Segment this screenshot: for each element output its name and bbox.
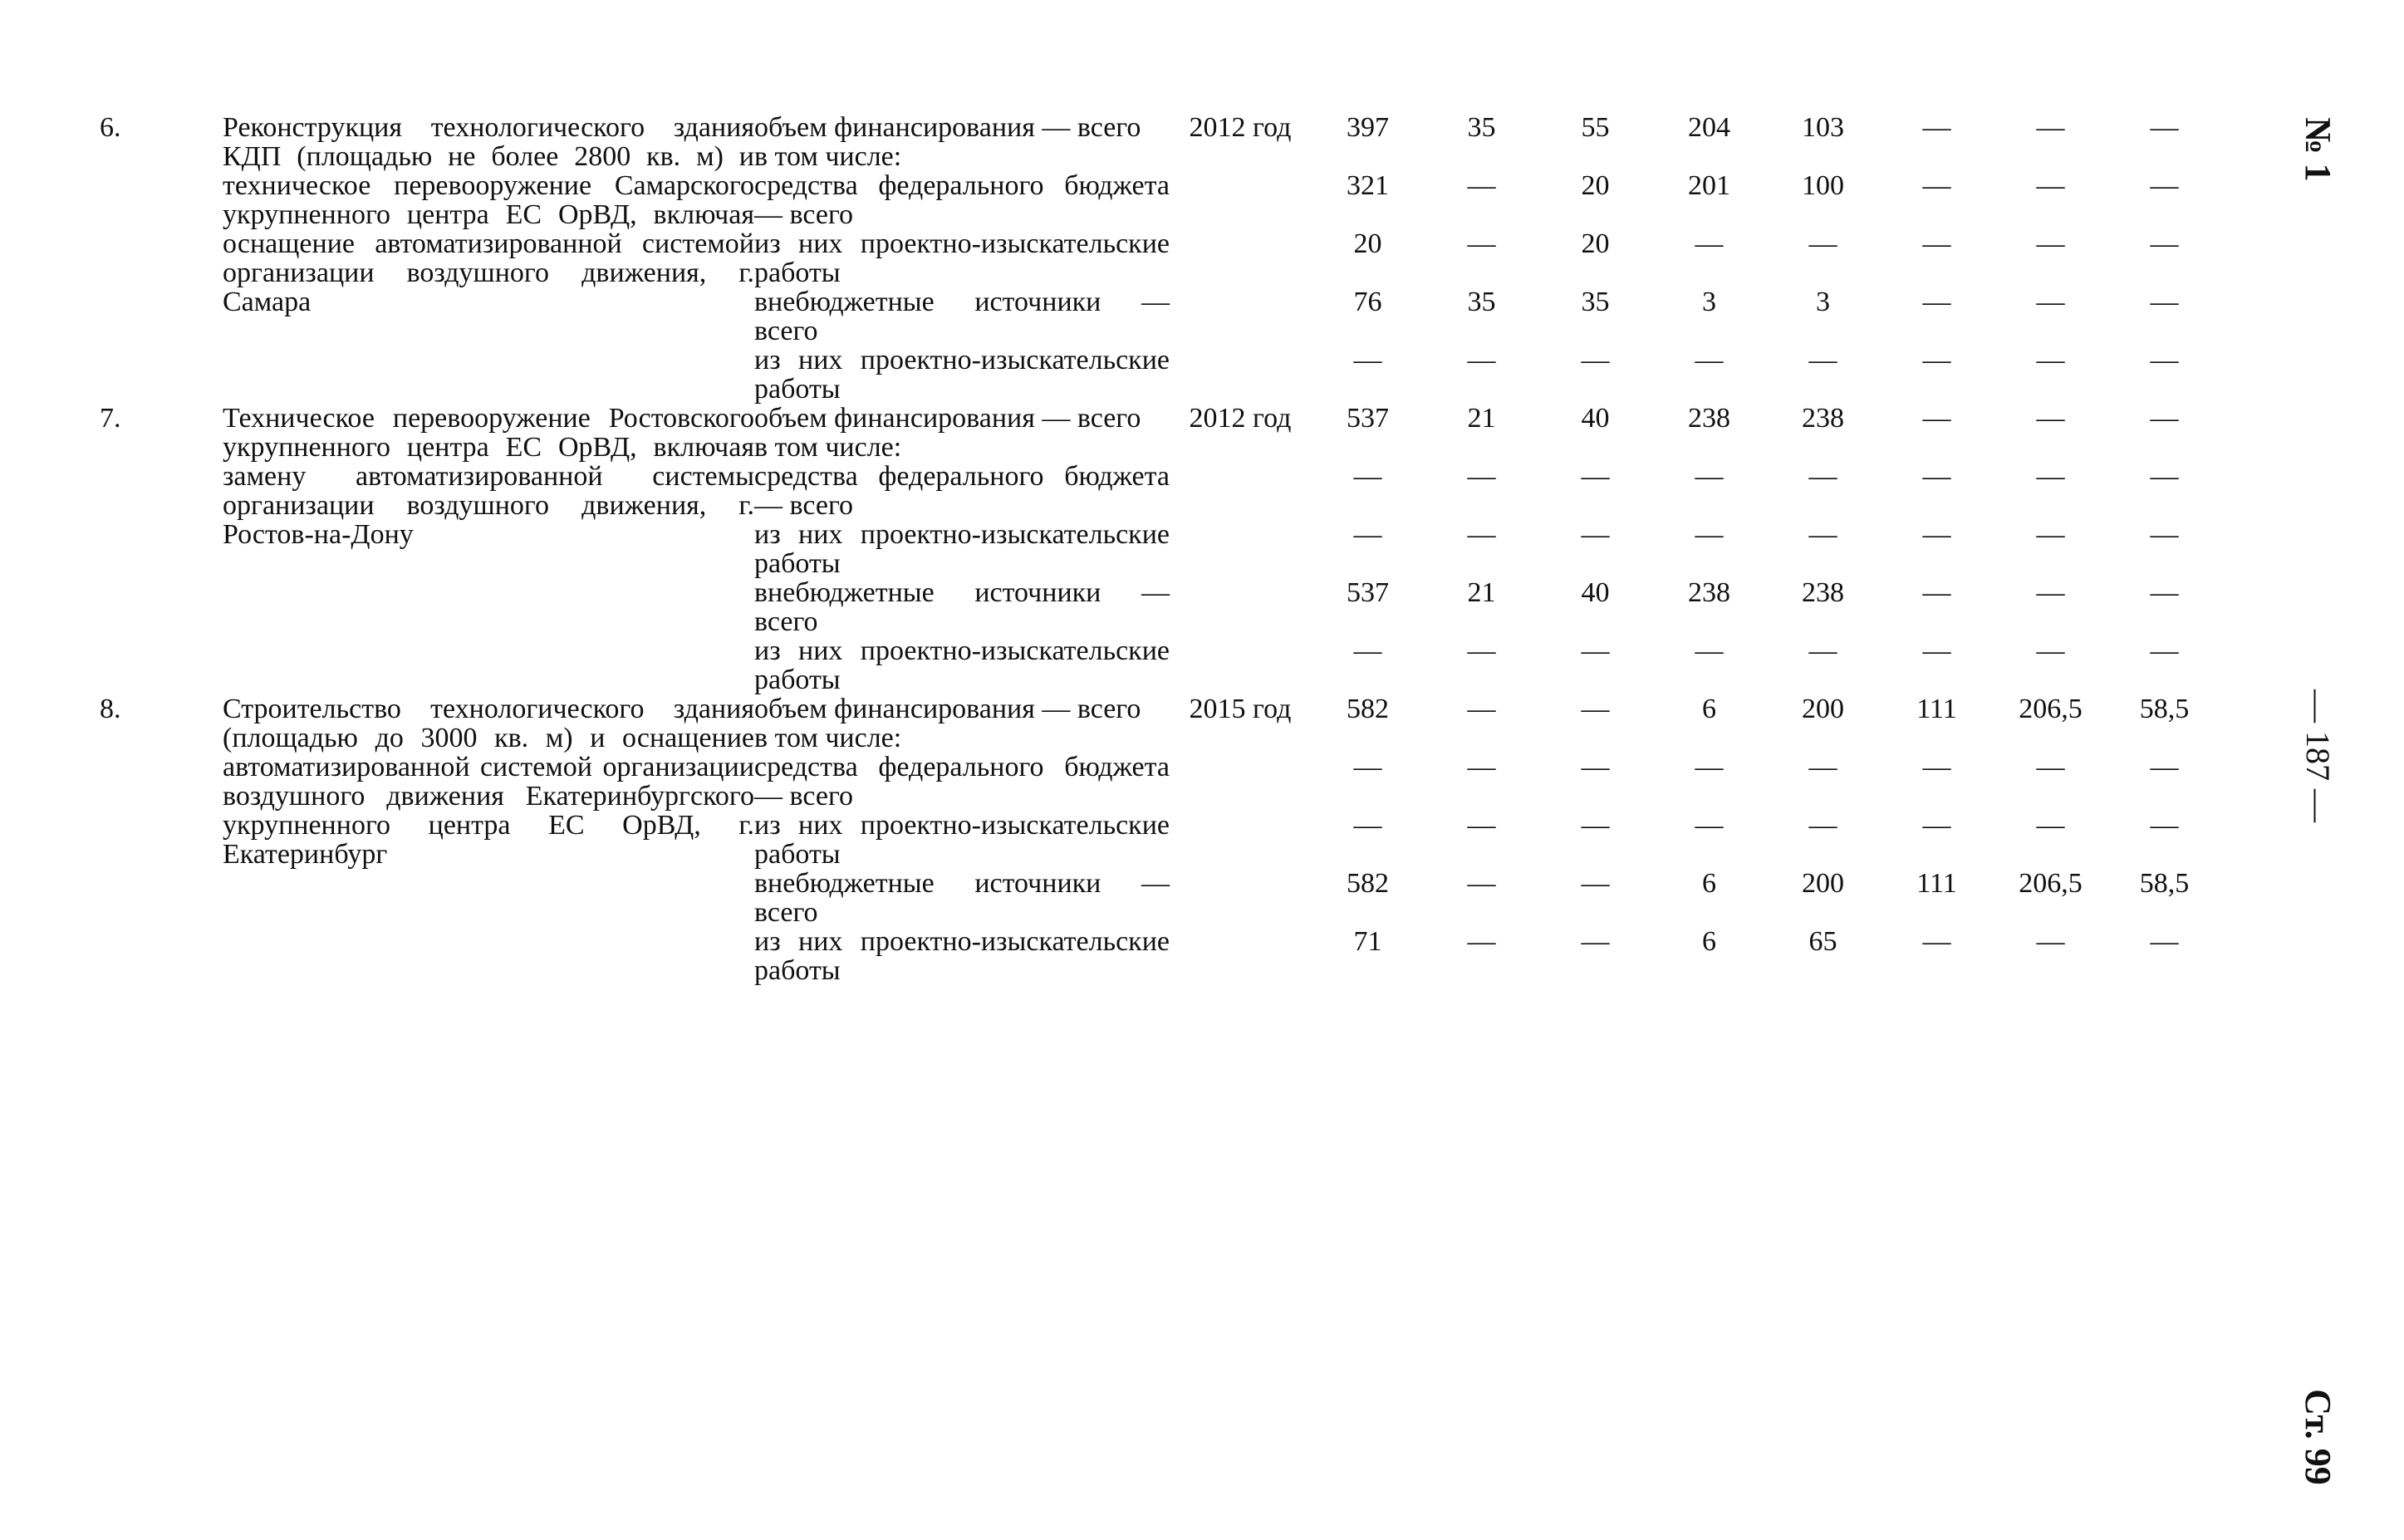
amount-cell: —	[1922, 112, 1951, 143]
amount-cell: —	[1353, 635, 1382, 666]
amount-cell: —	[2150, 228, 2179, 259]
funding-source: объем финансирования — всего	[754, 112, 1141, 143]
issue-number: № 1	[2298, 117, 2338, 182]
amount-cell: —	[1467, 752, 1496, 782]
amount-cell: 397	[1347, 112, 1389, 143]
amount-cell	[1652, 723, 1766, 753]
amount-cell: —	[1353, 810, 1382, 841]
amount-cell: —	[1581, 752, 1610, 782]
amount-cell: 76	[1353, 287, 1382, 317]
project-name: Реконструкция технологического здания КДП (площадью не более 2800 кв. м) и техническое перевооружение Самарского укрупненного центра ЕС ОрВД, включая оснащение автоматизированной системой организации воздушного движения, г. Самара	[223, 112, 754, 317]
amount-cell: —	[1467, 810, 1496, 841]
amount-cell: —	[2036, 345, 2065, 375]
financing-table	[100, 113, 2221, 985]
amount-cell: 537	[1347, 577, 1389, 608]
amount-cell: —	[1467, 868, 1496, 899]
amount-cell	[2107, 723, 2221, 753]
amount-cell: 201	[1688, 170, 1730, 201]
amount-cell: —	[1353, 461, 1382, 492]
funding-source: из них проектно-изыскательские работы	[754, 926, 1170, 986]
amount-cell: —	[1808, 345, 1837, 375]
amount-cell: 6	[1702, 868, 1716, 899]
amount-cell: —	[1695, 228, 1724, 259]
amount-cell: —	[1808, 519, 1837, 550]
completion-year	[1170, 636, 1311, 694]
project-name: Строительство технологического здания (площадью до 3000 кв. м) и оснащение автоматизированной системой организации воздушного движения Екатеринбургского укрупненного центра ЕС ОрВД, г. Екатеринбург	[223, 694, 754, 870]
amount-cell: —	[2150, 461, 2179, 492]
amount-cell: —	[1353, 519, 1382, 550]
amount-cell: 238	[1802, 403, 1844, 434]
amount-cell	[1538, 433, 1652, 462]
amount-cell: —	[2036, 228, 2065, 259]
amount-cell: 3	[1702, 287, 1716, 317]
completion-year: 2015 год	[1189, 694, 1292, 724]
amount-cell: —	[2036, 287, 2065, 317]
completion-year	[1170, 142, 1311, 171]
funding-source: в том числе:	[754, 141, 902, 172]
amount-cell: —	[2036, 752, 2065, 782]
amount-cell: —	[2036, 810, 2065, 841]
amount-cell: —	[1467, 694, 1496, 724]
funding-source: средства федерального бюджета — всего	[754, 752, 1170, 812]
amount-cell	[1880, 723, 1994, 753]
amount-cell	[1880, 433, 1994, 462]
amount-cell: 111	[1916, 694, 1957, 724]
amount-cell	[1994, 723, 2107, 753]
funding-source: объем финансирования — всего	[754, 403, 1141, 434]
amount-cell: —	[1467, 926, 1496, 957]
amount-cell: 103	[1802, 112, 1844, 143]
amount-cell: —	[1922, 403, 1951, 434]
amount-cell: 20	[1581, 228, 1610, 259]
amount-cell: 238	[1688, 403, 1730, 434]
item-number: 8.	[100, 694, 121, 724]
funding-source: из них проектно-изыскательские работы	[754, 228, 1170, 288]
amount-cell: —	[1808, 635, 1837, 666]
amount-cell	[2107, 142, 2221, 171]
amount-cell: —	[1922, 461, 1951, 492]
amount-cell	[1652, 142, 1766, 171]
funding-source: внебюджетные источники — всего	[754, 287, 1170, 346]
completion-year	[1170, 171, 1311, 229]
completion-year: 2012 год	[1189, 112, 1292, 143]
amount-cell: —	[1922, 577, 1951, 608]
amount-cell: —	[1922, 287, 1951, 317]
completion-year	[1170, 811, 1311, 869]
amount-cell: 20	[1581, 170, 1610, 201]
amount-cell	[1538, 142, 1652, 171]
amount-cell: 206,5	[2019, 694, 2083, 724]
amount-cell: —	[2150, 635, 2179, 666]
amount-cell	[1880, 142, 1994, 171]
funding-source: из них проектно-изыскательские работы	[754, 635, 1170, 695]
amount-cell: —	[2036, 170, 2065, 201]
funding-source: средства федерального бюджета — всего	[754, 461, 1170, 521]
amount-cell: 35	[1467, 287, 1496, 317]
amount-cell: —	[2150, 170, 2179, 201]
amount-cell	[1652, 433, 1766, 462]
amount-cell: —	[1353, 752, 1382, 782]
amount-cell: —	[2036, 635, 2065, 666]
table-row	[100, 694, 2221, 723]
amount-cell: 111	[1916, 868, 1957, 899]
amount-cell: —	[1808, 810, 1837, 841]
amount-cell: —	[1467, 345, 1496, 375]
amount-cell: —	[2036, 577, 2065, 608]
amount-cell: 321	[1347, 170, 1389, 201]
amount-cell: —	[1922, 519, 1951, 550]
amount-cell: —	[1581, 519, 1610, 550]
amount-cell: —	[1581, 810, 1610, 841]
amount-cell: —	[1922, 345, 1951, 375]
amount-cell: —	[2036, 461, 2065, 492]
amount-cell: —	[1922, 926, 1951, 957]
completion-year	[1170, 927, 1311, 985]
amount-cell	[1994, 142, 2107, 171]
amount-cell: —	[2150, 752, 2179, 782]
amount-cell: 35	[1467, 112, 1496, 143]
amount-cell: —	[2036, 519, 2065, 550]
funding-source: внебюджетные источники — всего	[754, 868, 1170, 928]
completion-year	[1170, 520, 1311, 578]
amount-cell: 55	[1581, 112, 1610, 143]
amount-cell: —	[1808, 752, 1837, 782]
funding-source: в том числе:	[754, 432, 902, 463]
amount-cell: —	[2150, 403, 2179, 434]
amount-cell: —	[1581, 926, 1610, 957]
amount-cell: —	[1922, 228, 1951, 259]
funding-source: в том числе:	[754, 723, 902, 753]
amount-cell: —	[1808, 461, 1837, 492]
funding-source: внебюджетные источники — всего	[754, 577, 1170, 637]
amount-cell: 204	[1688, 112, 1730, 143]
amount-cell: —	[1695, 810, 1724, 841]
completion-year	[1170, 753, 1311, 811]
amount-cell: —	[2150, 926, 2179, 957]
table-body	[100, 113, 2221, 985]
amount-cell: —	[1695, 752, 1724, 782]
funding-source: средства федерального бюджета — всего	[754, 170, 1170, 230]
table-row	[100, 404, 2221, 433]
amount-cell: 238	[1688, 577, 1730, 608]
amount-cell: —	[1467, 461, 1496, 492]
table-row	[100, 113, 2221, 142]
amount-cell	[1994, 433, 2107, 462]
amount-cell: 58,5	[2139, 868, 2190, 899]
amount-cell: —	[2150, 577, 2179, 608]
funding-source: объем финансирования — всего	[754, 694, 1141, 724]
amount-cell: —	[2150, 345, 2179, 375]
amount-cell: —	[1922, 752, 1951, 782]
amount-cell: 100	[1802, 170, 1844, 201]
completion-year	[1170, 229, 1311, 287]
amount-cell: —	[1695, 519, 1724, 550]
amount-cell: —	[2036, 112, 2065, 143]
amount-cell: —	[2150, 287, 2179, 317]
article-number: Ст. 99	[2298, 1389, 2338, 1485]
amount-cell: 6	[1702, 694, 1716, 724]
amount-cell: 200	[1802, 694, 1844, 724]
amount-cell: 6	[1702, 926, 1716, 957]
completion-year	[1170, 869, 1311, 927]
project-name: Техническое перевооружение Ростовского укрупненного центра ЕС ОрВД, включая замену автоматизированной системы организации воздушного движения, г. Ростов-на-Дону	[223, 403, 754, 550]
amount-cell: —	[1695, 635, 1724, 666]
amount-cell: —	[1922, 170, 1951, 201]
amount-cell	[1425, 142, 1538, 171]
item-number: 6.	[100, 112, 121, 143]
amount-cell: 65	[1808, 926, 1837, 957]
amount-cell: —	[1353, 345, 1382, 375]
amount-cell: —	[1695, 461, 1724, 492]
amount-cell: —	[1467, 170, 1496, 201]
completion-year	[1170, 346, 1311, 404]
amount-cell: —	[2150, 810, 2179, 841]
amount-cell: 21	[1467, 403, 1496, 434]
amount-cell: —	[1581, 461, 1610, 492]
amount-cell: —	[1922, 810, 1951, 841]
completion-year	[1170, 287, 1311, 346]
amount-cell: 40	[1581, 577, 1610, 608]
amount-cell: —	[1922, 635, 1951, 666]
amount-cell: 21	[1467, 577, 1496, 608]
page-number: — 187 —	[2299, 689, 2337, 822]
amount-cell	[2107, 433, 2221, 462]
completion-year	[1170, 578, 1311, 636]
amount-cell: 35	[1581, 287, 1610, 317]
amount-cell: —	[1581, 694, 1610, 724]
amount-cell: —	[1467, 228, 1496, 259]
item-number: 7.	[100, 403, 121, 434]
amount-cell: —	[1581, 635, 1610, 666]
amount-cell	[1766, 723, 1880, 753]
amount-cell: —	[2036, 926, 2065, 957]
completion-year: 2012 год	[1189, 403, 1292, 434]
amount-cell: —	[1695, 345, 1724, 375]
amount-cell: —	[2036, 403, 2065, 434]
completion-year	[1170, 723, 1311, 753]
amount-cell: —	[2150, 112, 2179, 143]
amount-cell: —	[1808, 228, 1837, 259]
funding-source: из них проектно-изыскательские работы	[754, 519, 1170, 579]
amount-cell: 58,5	[2139, 694, 2190, 724]
amount-cell: —	[1467, 519, 1496, 550]
amount-cell: —	[2150, 519, 2179, 550]
amount-cell: 582	[1347, 694, 1389, 724]
amount-cell	[1425, 433, 1538, 462]
amount-cell: 200	[1802, 868, 1844, 899]
amount-cell	[1425, 723, 1538, 753]
amount-cell: —	[1581, 345, 1610, 375]
amount-cell: 40	[1581, 403, 1610, 434]
amount-cell: 71	[1353, 926, 1382, 957]
amount-cell	[1311, 142, 1425, 171]
funding-source: из них проектно-изыскательские работы	[754, 810, 1170, 870]
amount-cell	[1766, 142, 1880, 171]
amount-cell	[1538, 723, 1652, 753]
completion-year	[1170, 433, 1311, 462]
amount-cell	[1766, 433, 1880, 462]
amount-cell: —	[1467, 635, 1496, 666]
completion-year	[1170, 462, 1311, 520]
amount-cell	[1311, 723, 1425, 753]
funding-source: из них проектно-изыскательские работы	[754, 345, 1170, 405]
amount-cell: —	[1581, 868, 1610, 899]
amount-cell: 537	[1347, 403, 1389, 434]
amount-cell: 3	[1816, 287, 1830, 317]
amount-cell: 206,5	[2019, 868, 2083, 899]
amount-cell: 582	[1347, 868, 1389, 899]
amount-cell	[1311, 433, 1425, 462]
amount-cell: 238	[1802, 577, 1844, 608]
amount-cell: 20	[1353, 228, 1382, 259]
